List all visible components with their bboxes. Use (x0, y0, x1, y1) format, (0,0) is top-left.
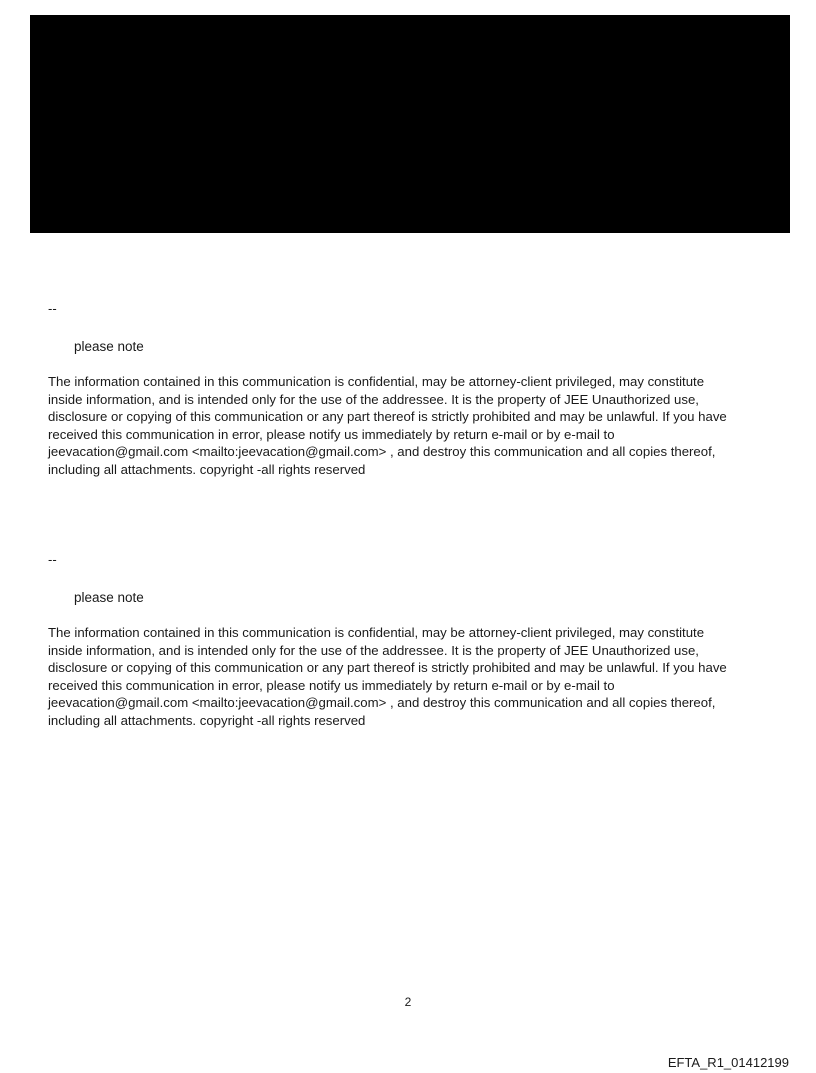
note-heading: please note (74, 590, 144, 605)
disclaimer-block-1 (48, 300, 768, 479)
disclaimer-block-2 (48, 551, 768, 730)
document-id: EFTA_R1_01412199 (667, 1055, 789, 1070)
disclaimer-line: The information contained in this communication is confidential, may be attorney-client privileged, may constitute (48, 625, 705, 640)
disclaimer-line: received this communication in error, please notify us immediately by return e-mail or by e-mail to (48, 677, 615, 693)
disclaimer-paragraph (48, 624, 768, 730)
note-heading: please note (74, 339, 144, 354)
page-number: 2 (404, 995, 412, 1009)
disclaimer-line: jeevacation@gmail.com <mailto:jeevacation@gmail.com> , and destroy this communication and all copies thereof, (48, 444, 716, 460)
disclaimer-line: received this communication in error, please notify us immediately by return e-mail or by e-mail to (48, 426, 615, 442)
disclaimer-line: including all attachments. copyright -all rights reserved (48, 461, 366, 477)
disclaimer-line: The information contained in this communication is confidential, may be attorney-client privileged, may constitute (48, 374, 705, 389)
disclaimer-line: including all attachments. copyright -all rights reserved (48, 712, 366, 728)
redaction-block (30, 15, 790, 233)
disclaimer-paragraph (48, 373, 768, 479)
separator: -- (48, 301, 57, 316)
separator: -- (48, 552, 57, 567)
disclaimer-line: disclosure or copying of this communication or any part thereof is strictly prohibited and may be unlawful. If you have (48, 660, 727, 676)
disclaimer-line: inside information, and is intended only for the use of the addressee. It is the property of JEE Unauthorized use, (48, 642, 699, 658)
disclaimer-line: jeevacation@gmail.com <mailto:jeevacation@gmail.com> , and destroy this communication and all copies thereof, (48, 695, 716, 711)
disclaimer-line: inside information, and is intended only for the use of the addressee. It is the property of JEE Unauthorized use, (48, 391, 699, 407)
disclaimer-line: disclosure or copying of this communication or any part thereof is strictly prohibited and may be unlawful. If you have (48, 409, 727, 425)
